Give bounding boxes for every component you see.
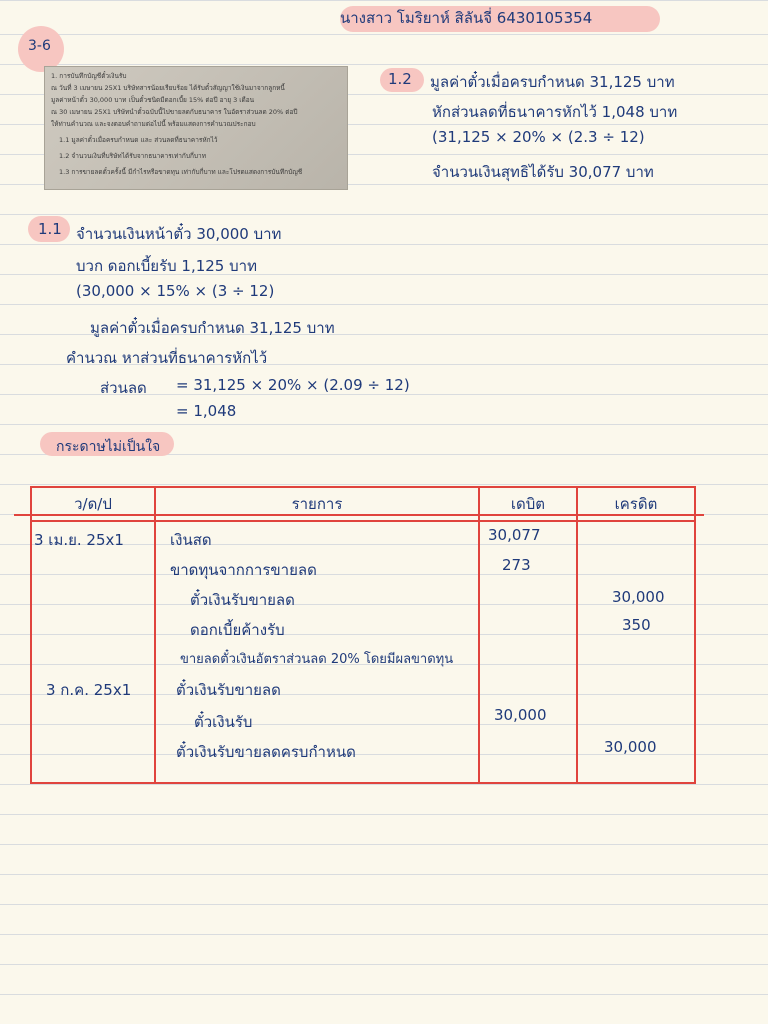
question-line: 1.1 มูลค่าตั๋วเมื่อครบกำหนด และ ส่วนลดที่ธนาคารหักไว้ (59, 136, 218, 144)
student-name-header: นางสาว โมริยาห์ สิลันจี่ 6430105354 (340, 9, 593, 27)
net-proceeds-line: จำนวนเงินสุทธิได้รับ 30,077 บาท (432, 163, 654, 181)
question-line: 1.2 จำนวนเงินที่บริษัทได้รับจากธนาคารเท่ากับกี่บาท (59, 152, 206, 160)
entry-credit: 30,000 (612, 588, 665, 606)
interest-calc-line: (30,000 × 15% × (3 ÷ 12) (76, 282, 275, 300)
maturity-value-line: มูลค่าตั๋วเมื่อครบกำหนด 31,125 บาท (430, 73, 675, 91)
journal-heading: กระดาษไม่เป็นใจ (56, 439, 161, 455)
entry-debit: 30,077 (488, 526, 541, 544)
column-header-credit: เครดิต (577, 487, 695, 521)
question-line: 1.3 การขายลดตั๋วครั้งนี้ มีกำไรหรือขาดทุน เท่ากับกี่บาท และโปรดแสดงการบันทึกบัญชี (59, 168, 303, 176)
face-value-line: จำนวนเงินหน้าตั๋ว 30,000 บาท (76, 225, 282, 243)
column-header-date: ว/ด/ป (31, 487, 155, 521)
discount-label: ส่วนลด (100, 379, 147, 397)
entry-description: ตั๋วเงินรับ (194, 713, 253, 731)
page-number: 3-6 (28, 38, 51, 54)
question-line: ให้ท่านคำนวณ และจงตอบคำถามต่อไปนี้ พร้อมแสดงการคำนวณประกอบ (51, 120, 256, 128)
question-line: ณ 30 เมษายน 25X1 บริษัทนำตั๋วฉบับนี้ไปขายลดกับธนาคาร ในอัตราส่วนลด 20% ต่อปี (51, 108, 298, 116)
maturity-value-line: มูลค่าตั๋วเมื่อครบกำหนด 31,125 บาท (90, 319, 335, 337)
question-line: มูลค่าหน้าตั๋ว 30,000 บาท เป็นตั๋วชนิดมีดอกเบี้ย 15% ต่อปี อายุ 3 เดือน (51, 96, 255, 104)
entry-debit: 30,000 (494, 706, 547, 724)
entry-description: ตั๋วเงินรับขายลด (176, 681, 281, 699)
entry-description: ตั๋วเงินรับขายลด (190, 591, 295, 609)
entry-debit: 273 (502, 556, 531, 574)
entry-credit: 350 (622, 616, 651, 634)
discount-line: หักส่วนลดที่ธนาคารหักไว้ 1,048 บาท (432, 103, 678, 121)
entry-description: ดอกเบี้ยค้างรับ (190, 621, 285, 639)
question-photo (44, 66, 348, 190)
discount-calc-line: (31,125 × 20% × (2.3 ÷ 12) (432, 128, 645, 146)
question-line: 1. การบันทึกบัญชีตั๋วเงินรับ (51, 72, 127, 80)
discount-result-line: = 1,048 (176, 402, 237, 420)
entry-description: ตั๋วเงินรับขายลดครบกำหนด (176, 743, 356, 761)
entry-date: 3 เม.ย. 25x1 (34, 531, 124, 549)
journal-ledger-table (30, 486, 696, 784)
entry-explanation: ขายลดตั๋วเงินอัตราส่วนลด 20% โดยมีผลขาดทุน (180, 652, 454, 667)
column-header-debit: เดบิต (479, 487, 577, 521)
question-line: ณ วันที่ 3 เมษายน 25X1 บริษัทสารน้อยเรียบร้อย ได้รับตั๋วสัญญาใช้เงินมาจากลูกหนี้ (51, 84, 285, 92)
entry-date: 3 ก.ค. 25x1 (46, 681, 132, 699)
entry-description: เงินสด (170, 531, 212, 549)
discount-calc-line: = 31,125 × 20% × (2.09 ÷ 12) (176, 376, 410, 394)
section-1-1-label: 1.1 (38, 220, 62, 238)
entry-description: ขาดทุนจากการขายลด (170, 561, 317, 579)
discount-heading-line: คำนวณ หาส่วนที่ธนาคารหักไว้ (66, 349, 268, 367)
section-1-2-label: 1.2 (388, 70, 412, 88)
entry-credit: 30,000 (604, 738, 657, 756)
interest-line: บวก ดอกเบี้ยรับ 1,125 บาท (76, 257, 257, 275)
column-header-description: รายการ (155, 487, 479, 521)
